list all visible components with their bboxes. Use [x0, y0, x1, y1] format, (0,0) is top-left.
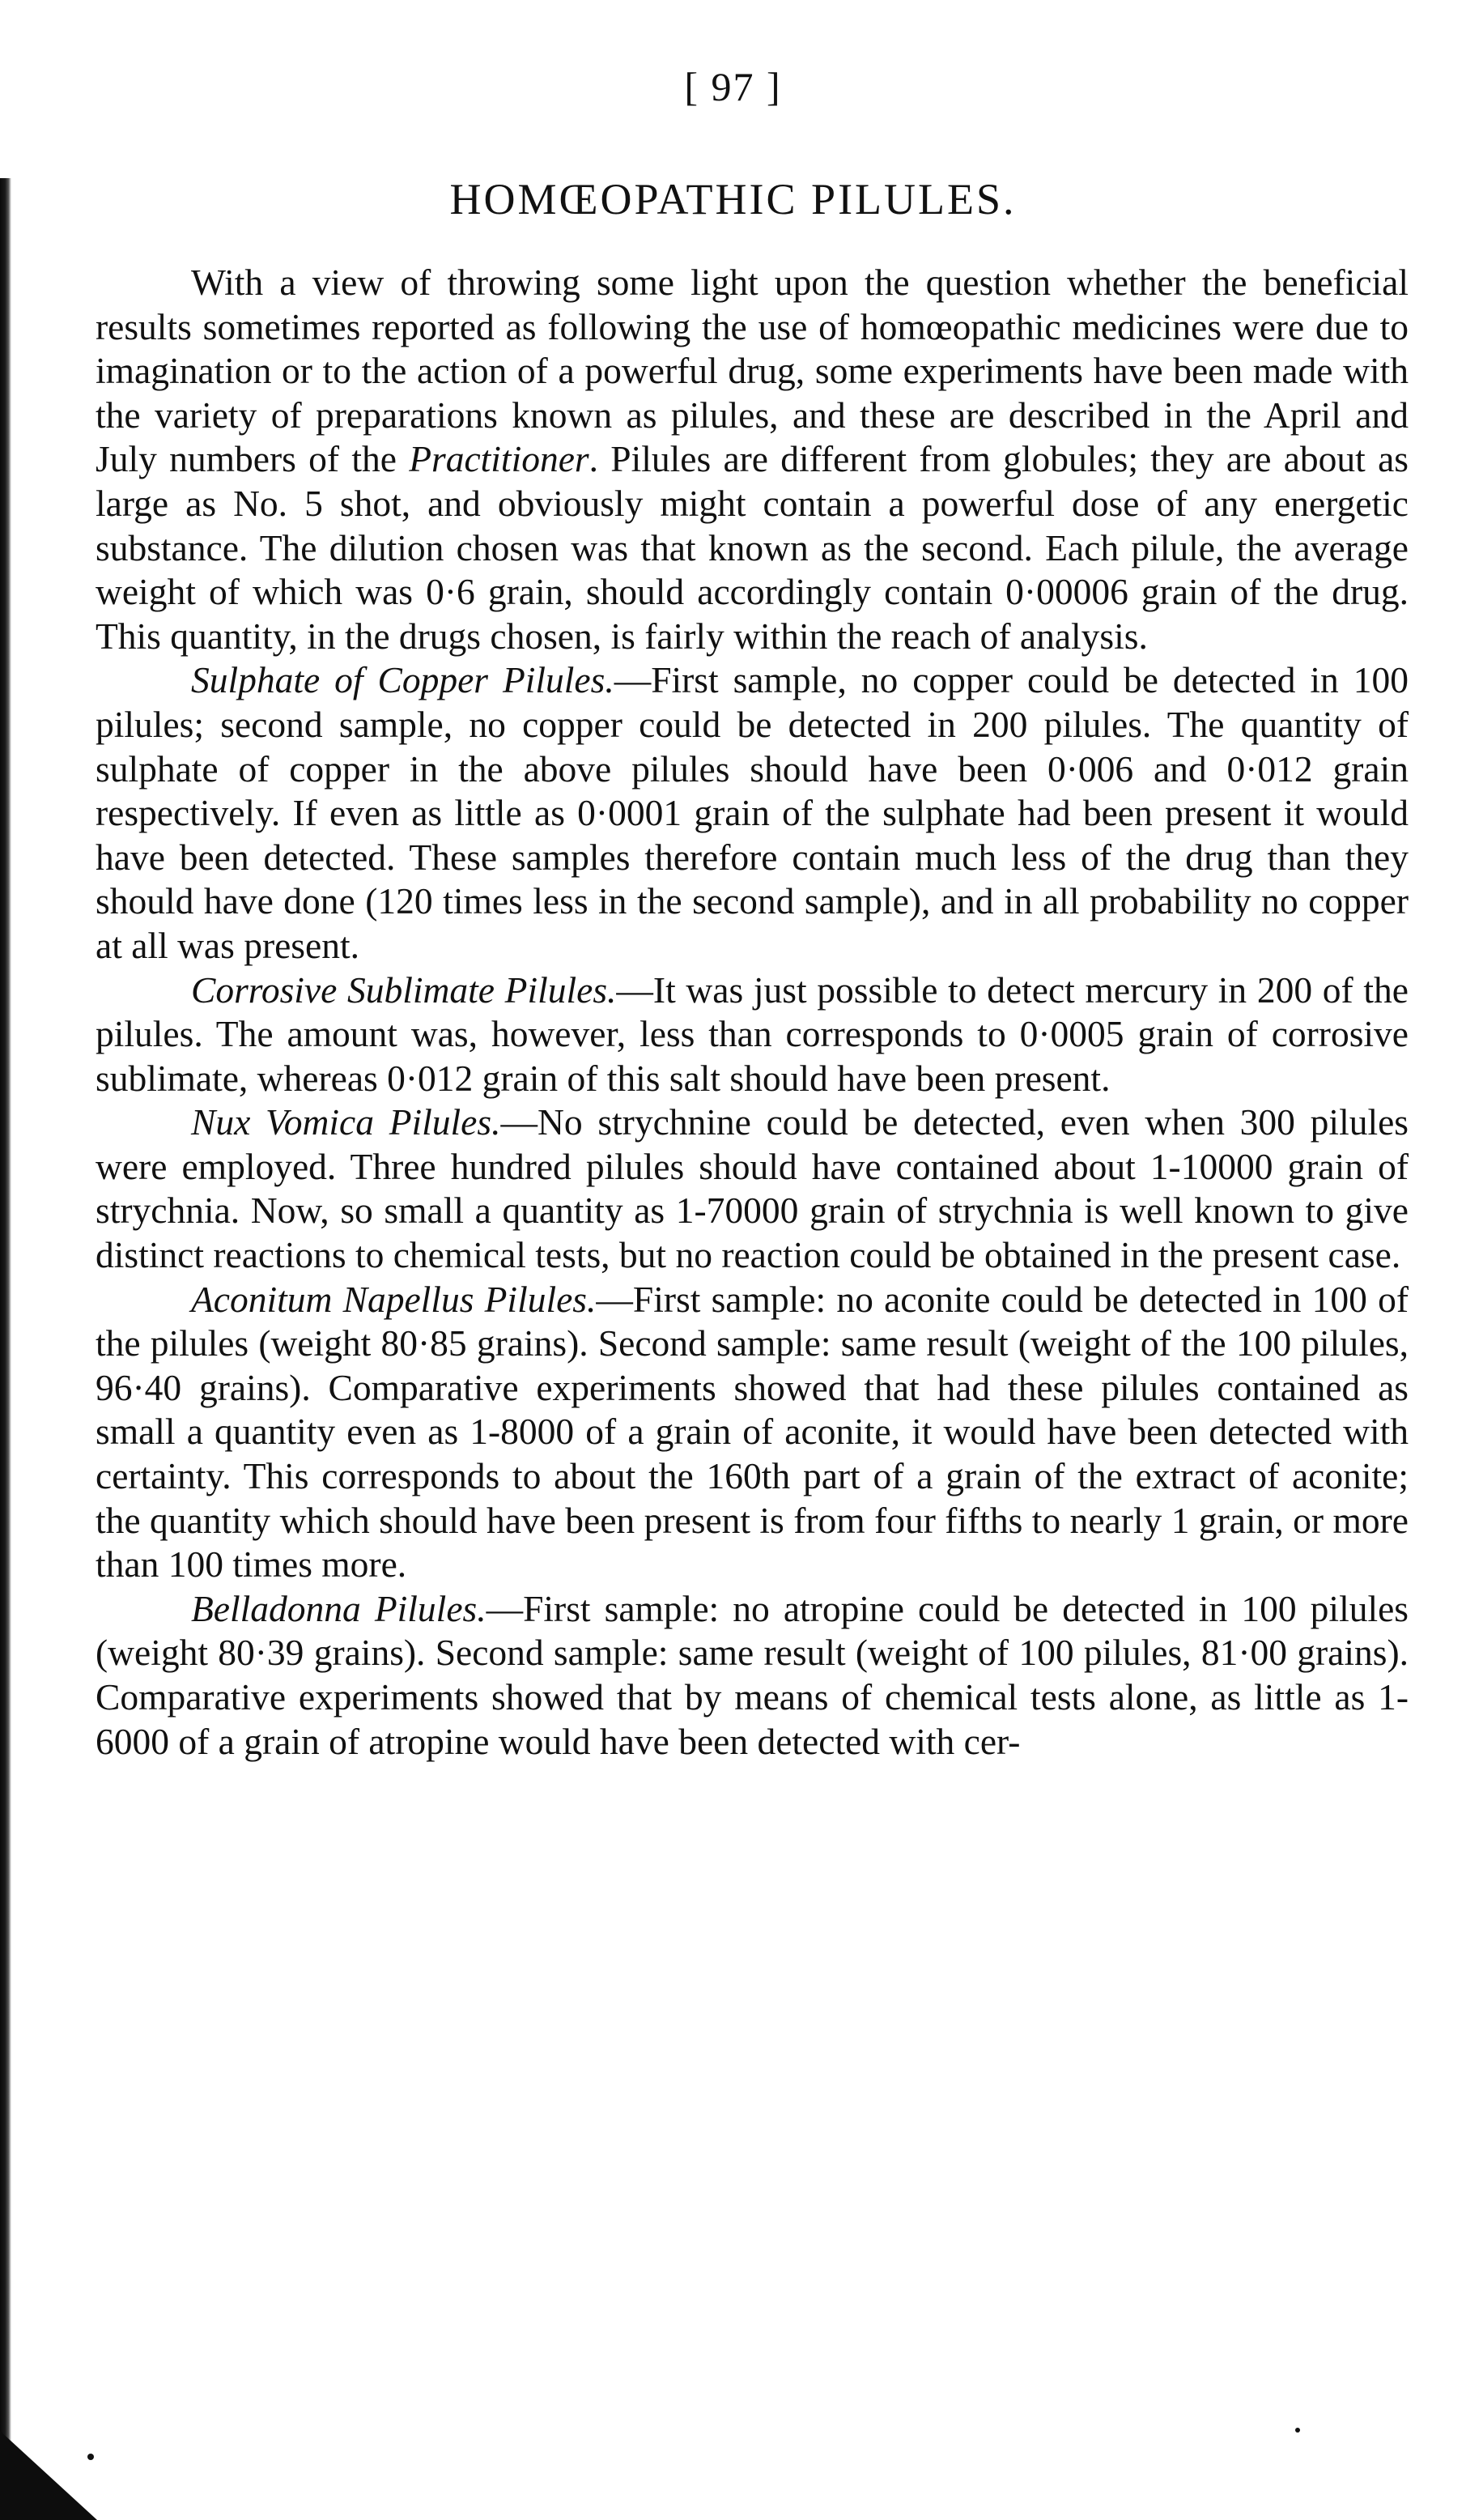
paragraph-lead: Aconitum Napellus Pilules. — [191, 1278, 597, 1320]
paragraph-aconitum-napellus — [96, 1278, 1409, 1587]
page-corner-shadow — [0, 2431, 97, 2520]
paragraph-introduction — [96, 261, 1409, 658]
article-body — [96, 261, 1409, 1764]
page-title: HOMŒOPATHIC PILULES. — [449, 175, 1017, 223]
journal-title: Practitioner — [409, 438, 589, 480]
paragraph-lead: Corrosive Sublimate Pilules. — [191, 968, 617, 1011]
paragraph-text-continued: . Pilules are different from globules; they are about as large as No. 5 shot, and obviously might contain a powerful dose of any energetic substance. The dilution chosen was that known as the second. Each pilule, the average weight of which was 0·6 grain, should accordingly contain 0·00006 grain of the drug. This quantity, in the drugs chosen, is fairly within the reach of analysis. — [96, 438, 1409, 657]
paragraph-belladonna — [96, 1587, 1409, 1764]
paragraph-text: —First sample, no copper could be detected in 100 pilules; second sample, no copper could be detected in 200 pilules. The quantity of sulphate of copper in the above pilules should have been 0·006 and 0·012 grain respectively. If even as little as 0·0001 grain of the sulphate had been present it would have been detected. These samples therefore contain much less of the drug than they should have done (120 times less in the second sample), and in all probability no copper at all was present. — [96, 659, 1409, 966]
paragraph-sulphate-of-copper — [96, 658, 1409, 968]
paragraph-text: —First sample: no atropine could be detected in 100 pilules (weight 80·39 grains). Second sample: same result (weight of 100 pilules, 81·00 grains). Comparative experiments showed that by means of chemical tests alone, as little as 1-6000 of a grain of atropine would have been detected with cer- — [96, 1587, 1409, 1762]
paragraph-text: —First sample: no aconite could be detected in 100 of the pilules (weight 80·85 grains). Second sample: same result (weight of the 100 pilules, 96·40 grains). Comparative experiments showed that had these pilules contained as small a quantity even as 1-8000 of a grain of aconite, it would have been detected with certainty. This corresponds to about the 160th part of a grain of the extract of aconite; the quantity which should have been present is from four fifths to nearly 1 grain, or more than 100 times more. — [96, 1278, 1409, 1586]
ink-speck — [1295, 2428, 1300, 2433]
ink-speck — [87, 2454, 94, 2460]
page-number: [ 97 ] — [684, 64, 782, 109]
paragraph-corrosive-sublimate — [96, 968, 1409, 1101]
paragraph-text: With a view of throwing some light upon the question whether the beneficial results sometimes reported as following the use of homœopathic medicines were due to imagination or to the action of a powerful drug, some experiments have been made with the variety of preparations known as pilules, and these are described in the April and July numbers of the — [96, 262, 1409, 480]
paragraph-nux-vomica — [96, 1100, 1409, 1277]
paragraph-lead: Belladonna Pilules. — [191, 1587, 487, 1629]
paragraph-text: —It was just possible to detect mercury in 200 of the pilules. The amount was, however, less than corresponds to 0·0005 grain of corrosive sublimate, whereas 0·012 grain of this salt should have been present. — [96, 968, 1409, 1099]
paragraph-text: —No strychnine could be detected, even when 300 pilules were employed. Three hundred pilules should have contained about 1-10000 grain of strychnia. Now, so small a quantity as 1-70000 grain of strychnia is well known to give distinct reactions to chemical tests, but no reaction could be obtained in the present case. — [96, 1101, 1409, 1276]
page-binding-edge — [0, 178, 11, 2520]
paragraph-lead: Nux Vomica Pilules. — [191, 1101, 501, 1143]
paragraph-lead: Sulphate of Copper Pilules. — [191, 659, 614, 701]
